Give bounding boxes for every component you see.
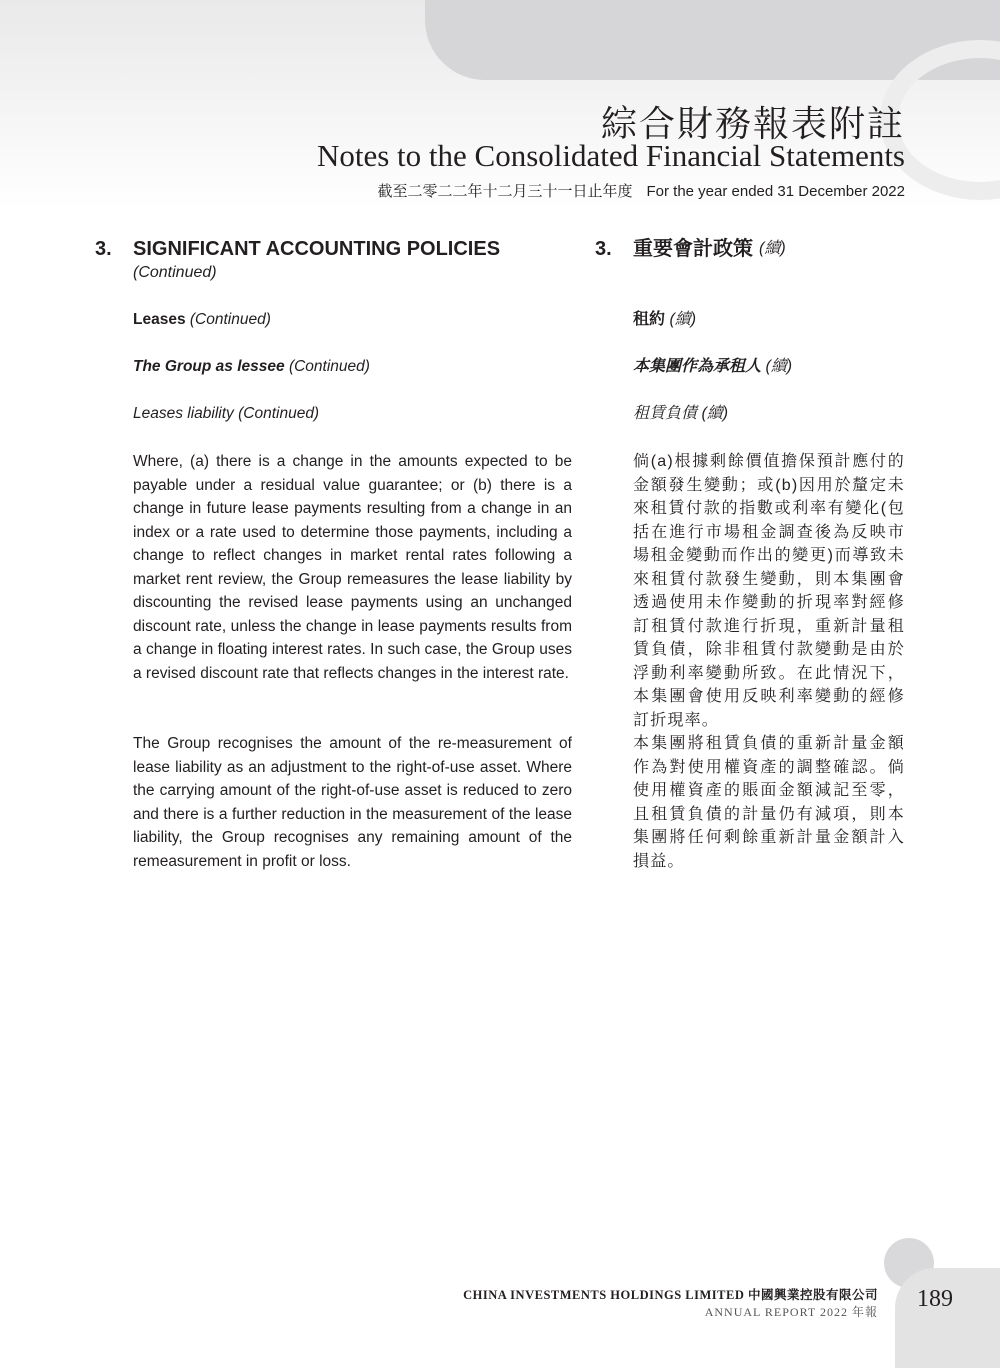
reporting-period — [377, 180, 905, 201]
section-title: SIGNIFICANT ACCOUNTING POLICIES — [133, 238, 501, 260]
section-number: 3. — [95, 238, 112, 260]
section-continued-label: (Continued) — [133, 264, 217, 281]
subheading-leases-continued: (Continued) — [189, 311, 271, 328]
subheading-leases-chinese — [633, 309, 696, 331]
section-heading-english — [95, 235, 572, 263]
subheading-leases — [133, 309, 271, 331]
paragraph-recognition-chinese: 本集團將租賃負債的重新計量金額作為對使用權資產的調整確認。倘使用權資產的賬面金額減記至零，且租賃負債的計量仍有減項，則本集團將任何剩餘重新計量金額計入損益。 — [633, 735, 905, 870]
footer-report-title: ANNUAL REPORT 2022 年報 — [704, 1305, 878, 1319]
page-title-english: Notes to the Consolidated Financial Statements — [316, 138, 905, 173]
paragraph-remeasurement-chinese: 倘(a)根據剩餘價值擔保預計應付的金額發生變動；或(b)因用於釐定未來租賃付款的指數或利率有變化(包括在進行市場租金調查後為反映市場租金變動而作出的變更)而導致未來租賃付款發生變動，則本集團會透過使用未作變動的折現率對經修訂租賃付款進行折現，重新計量租賃負債，除非租賃付款變動是由於浮動利率變動所致。在此情況下，本集團會使用反映利率變動的經修訂折現率。 — [633, 453, 905, 729]
subheading-leases-chinese-text: 租約 — [633, 311, 666, 328]
chinese-column — [595, 235, 905, 870]
subheading-group-chinese — [633, 356, 792, 378]
reporting-period-english: For the year ended 31 December 2022 — [646, 183, 905, 200]
page-title-chinese: 綜合財務報表附註 — [600, 104, 905, 145]
section-continued-chinese: (續) — [759, 240, 786, 257]
subheading-leases-text: Leases — [133, 311, 186, 328]
page-number-background — [895, 1268, 1000, 1368]
subheading-lease-liability: Leases liability (Continued) — [133, 405, 320, 422]
paragraph-remeasurement: Where, (a) there is a change in the amounts expected to be payable under a residual value guarantee; or (b) there is a change in future lease payments resulting from a change in an index or a rate used to determine those payments, including a change to reflect changes in market rental rates following a market rent review, the Group remeasures the lease liability by discounting the revised lease payments using an unchanged discount rate, unless the change in lease payments results from a change in floating interest rates. In such case, the Group uses a revised discount rate that reflects changes in the interest rate. — [133, 453, 572, 682]
subheading-group-continued: (Continued) — [288, 358, 370, 375]
footer — [463, 1285, 878, 1320]
section-number-chinese: 3. — [595, 238, 612, 260]
paragraph-recognition: The Group recognises the amount of the re-measurement of lease liability as an adjustment to the right-of-use asset. Where the carrying amount of the right-of-use asset is reduced to zero and there is a further reduction in the measurement of the lease liability, the Group recognises any remaining amount of the remeasurement in profit or loss. — [133, 735, 572, 870]
footer-company-name: CHINA INVESTMENTS HOLDINGS LIMITED 中國興業控股有限公司 — [463, 1288, 878, 1302]
english-column — [95, 235, 572, 870]
section-heading-chinese — [595, 235, 905, 263]
page-number: 189 — [917, 1286, 953, 1312]
subheading-group-chinese-continued: (續) — [765, 358, 793, 375]
section-title-chinese: 重要會計政策 — [633, 238, 753, 260]
subheading-group-chinese-text: 本集團作為承租人 — [633, 358, 762, 375]
subheading-group-as-lessee — [133, 356, 370, 378]
subheading-group-text: The Group as lessee — [133, 358, 285, 375]
subheading-leases-chinese-continued: (續) — [669, 311, 697, 328]
reporting-period-chinese: 截至二零二二年十二月三十一日止年度 — [377, 183, 633, 200]
subheading-lease-liability-chinese: 租賃負債 (續) — [633, 405, 729, 422]
